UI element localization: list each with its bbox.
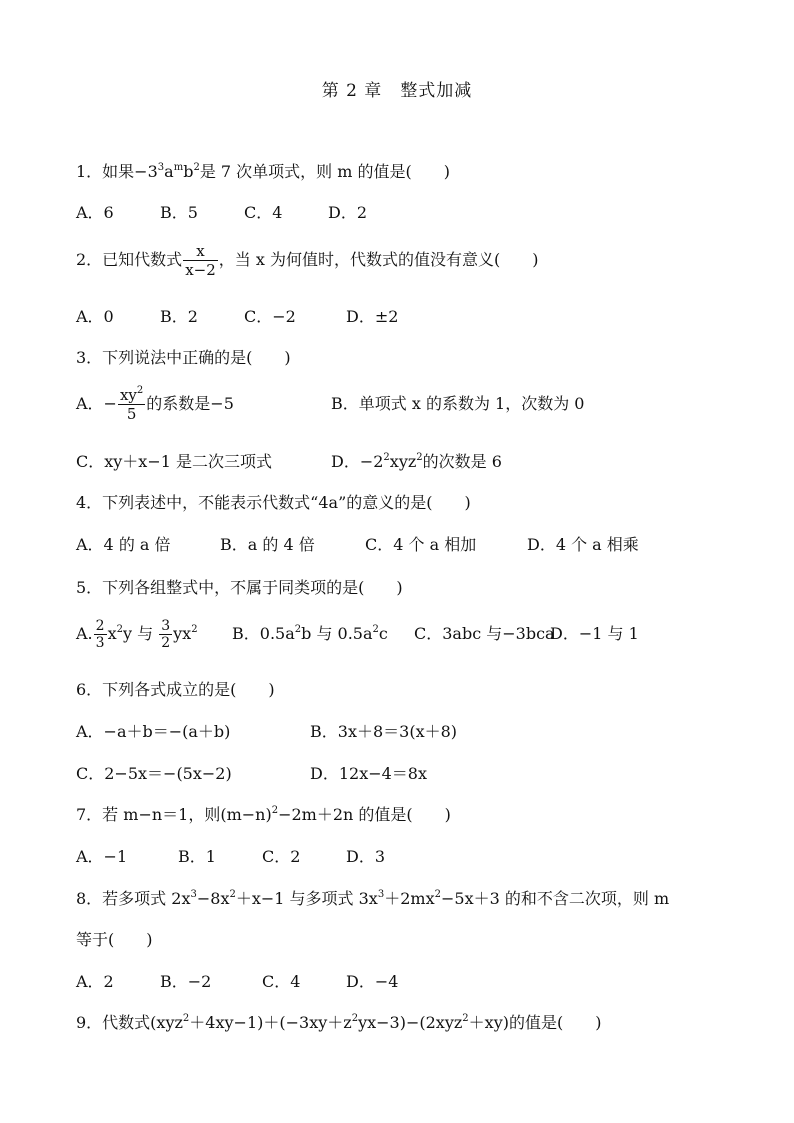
question-8-continued: 等于( ) <box>76 930 153 949</box>
option-d[interactable]: D．−1 与 1 <box>550 624 639 643</box>
question-6-options-cd <box>76 764 427 784</box>
option-b[interactable]: B．单项式 x 的系数为 1，次数为 0 <box>331 394 585 413</box>
chapter-number: 第 2 章 <box>321 81 383 101</box>
option-b[interactable]: B．1 <box>178 847 216 866</box>
option-c[interactable]: C．2 <box>262 847 301 866</box>
option-b[interactable]: B．−2 <box>160 972 212 991</box>
question-1: 1．如果$-3^3a^mb^2$是 7 次单项式，则 m 的值是( ) <box>76 162 450 181</box>
question-6: 6．下列各式成立的是( ) <box>76 680 275 699</box>
option-a[interactable]: A．− $\frac{xy^2}{5}$ 的系数是−5 <box>76 385 234 423</box>
option-a[interactable]: A．2 <box>76 972 114 991</box>
option-d[interactable]: D．±2 <box>346 307 399 326</box>
chapter-topic: 整式加减 <box>400 81 473 101</box>
option-c[interactable]: C．4 <box>262 972 301 991</box>
option-d[interactable]: D．4 个 a 相乘 <box>527 535 639 554</box>
question-7: 7．若 m−n＝1，则$(m-n)^2-2m+2n$ 的值是( ) <box>76 805 451 824</box>
option-a[interactable]: A. $\frac{2}{3}$ $x^2y$ 与 $\frac{3}{2}$ $yx^2$ <box>76 618 198 651</box>
option-a[interactable]: A．4 的 a 倍 <box>76 535 171 554</box>
question-2-options <box>76 307 398 327</box>
question-2: 2．已知代数式 $\frac{x}{x-2}$ ，当 x 为何值时，代数式的值没有意义( ) <box>76 242 539 279</box>
option-b[interactable]: B．a 的 4 倍 <box>220 535 315 554</box>
question-7-options <box>76 847 385 867</box>
option-c[interactable]: C．xy＋x−1 是二次三项式 <box>76 452 273 471</box>
option-a[interactable]: A．6 <box>76 203 114 222</box>
option-d[interactable]: D．2 <box>328 203 368 222</box>
question-1-options <box>76 203 367 223</box>
question-3: 3．下列说法中正确的是( ) <box>76 348 291 367</box>
fraction: $\frac{x}{x-2}$ <box>185 242 216 279</box>
question-4: 4．下列表述中，不能表示代数式“4a”的意义的是( ) <box>76 493 471 512</box>
option-c[interactable]: C．4 个 a 相加 <box>365 535 477 554</box>
option-d[interactable]: D．−4 <box>346 972 399 991</box>
option-a[interactable]: A．−a＋b＝−(a＋b) <box>76 722 231 741</box>
fraction: $\frac{xy^2}{5}$ <box>119 385 144 423</box>
option-d[interactable]: D．12x−4＝8x <box>310 764 428 783</box>
option-d[interactable]: D．$-2^2xyz^2$的次数是 6 <box>331 452 502 471</box>
option-a[interactable]: A．−1 <box>76 847 128 866</box>
option-a[interactable]: A．0 <box>76 307 114 326</box>
question-5-options <box>76 618 639 651</box>
option-d[interactable]: D．3 <box>346 847 386 866</box>
question-8-options <box>76 972 398 992</box>
question-4-options <box>76 535 639 555</box>
option-b[interactable]: B．2 <box>160 307 198 326</box>
fraction: $\frac{3}{2}$ <box>161 618 171 651</box>
option-b[interactable]: B．5 <box>160 203 198 222</box>
question-9: 9．代数式$(xyz^2+4xy-1)+(-3xy+z^2yx-3)-(2xyz^2+xy)$的值是( ) <box>76 1013 602 1032</box>
question-3-options-ab <box>76 386 585 423</box>
option-b[interactable]: B．3x＋8＝3(x＋8) <box>310 722 458 741</box>
question-5: 5．下列各组整式中，不属于同类项的是( ) <box>76 578 403 597</box>
option-c[interactable]: C．2−5x＝−(5x−2) <box>76 764 232 783</box>
question-6-options-ab <box>76 722 457 742</box>
option-b[interactable]: B．$0.5a^2b$ 与 $0.5a^2c$ <box>232 624 388 643</box>
page-title <box>0 76 794 101</box>
question-3-options-cd <box>76 452 502 472</box>
option-c[interactable]: C．−2 <box>244 307 296 326</box>
option-c[interactable]: C．3abc 与−3bca <box>414 624 555 643</box>
question-8: 8．若多项式 $2x^3-8x^2+x-1$ 与多项式 $3x^3+2mx^2-5x+3$ 的和不含二次项，则 m <box>76 889 670 908</box>
option-c[interactable]: C．4 <box>244 203 283 222</box>
fraction: $\frac{2}{3}$ <box>95 618 105 651</box>
